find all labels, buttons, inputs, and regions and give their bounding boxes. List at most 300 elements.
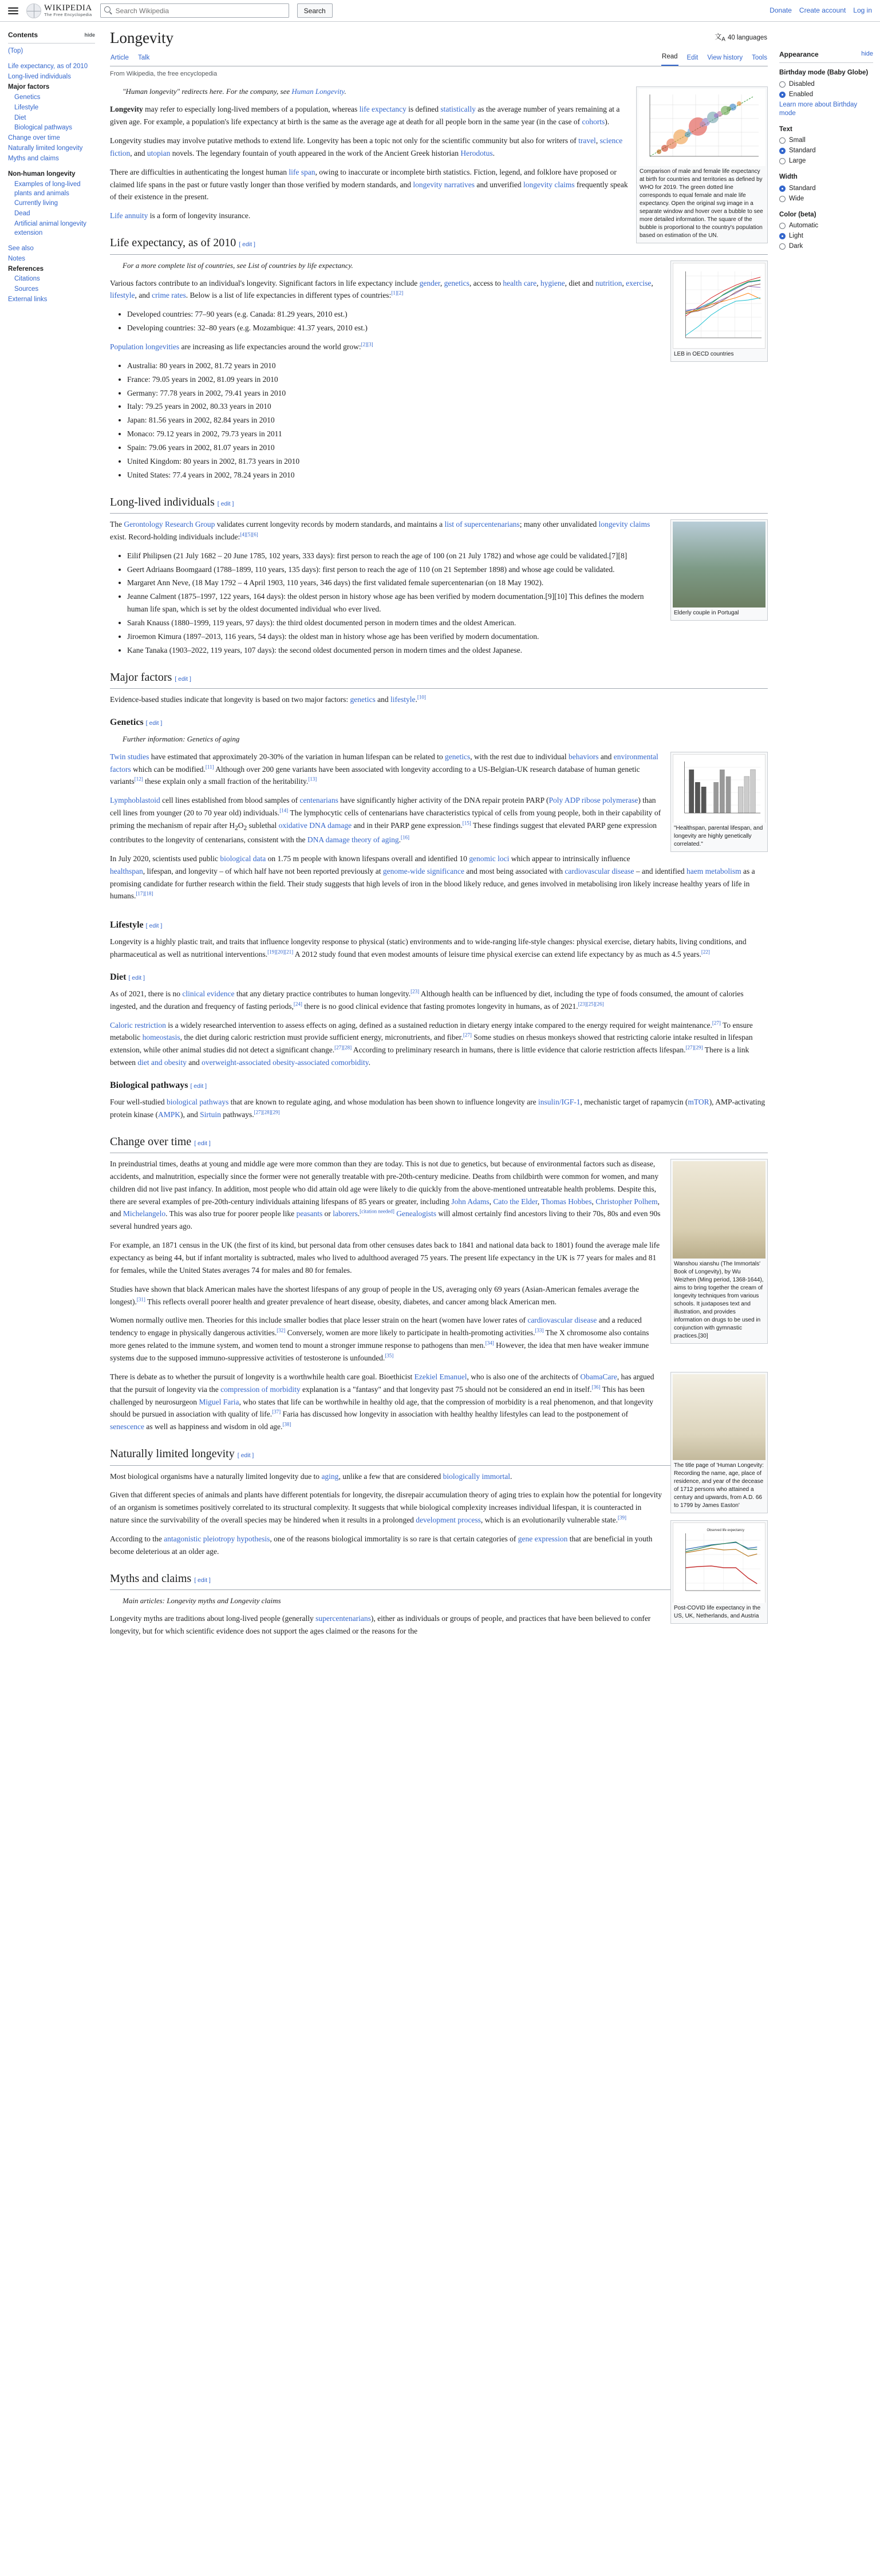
section-heading-change-over-time xyxy=(110,1133,768,1153)
change-over-time-paragraph-4: Women normally outlive men. Theories for this include smaller bodies that place lesser strain on the heart (women have lower rates of cardiovascular disease and a reduced tendency to engage in physically dangerous activities.[32] Conversely, women are more likely to participate in health-promoting activities.[33] The X chromosome also contains more genes related to the immune system, and women tend to mount a stronger immune response to pathogens than men.[34] However, the idea that men have weaker immune systems due to the supposed immuno-suppressive activities of testosterone is unfounded.[35] xyxy=(110,1316,649,1362)
naturally-limited-paragraph-2: Given that different species of animals and plants have different potentials for longevity, the disrepair accumulation theory of aging tries to explain how the potential for longevity of an organism is sometimes positively correlated to its structural complexity. It suggests that while biological complexity increases individual lifespan, it is counteracted in nature since the survivability of the overall species may be hindered when it results in a prolonged development process, which is an evolutionarily vulnerable state.[39] xyxy=(110,1490,662,1525)
wiki-link[interactable]: utopian xyxy=(147,148,171,157)
heading-text: Diet xyxy=(110,972,127,982)
edit-section-link[interactable]: [ edit ] xyxy=(145,719,163,727)
wiki-link[interactable]: cohorts xyxy=(582,117,605,127)
list-item: • Australia: 80 years in 2002, 81.72 years in 2010 xyxy=(127,360,768,372)
wiki-link[interactable]: hygiene xyxy=(540,278,565,287)
change-over-time-paragraph-b-1: There is debate as to whether the pursuit of longevity is a worthwhile health care goal. Bioethicist Ezekiel Emanuel, who is also one of the architects of ObamaCare, has argued that the pursuit of longevity via the compression of morbidity explanation is a "fantasy" and that longevity past 75 should not be considered an end in itself.[36] This has been challenged by neurosurgeon Miguel Faria, who states that life can be worthwhile in healthy old age, that the compression of morbidity is a real phenomenon, and that longevity should be pursued in association with quality of life.[37] Faria has discussed how longevity in association with healthy healthy lifestyles can lead to the postponement of senescence as well as happiness and wisdom in old age.[38] xyxy=(110,1372,654,1431)
reference-marker[interactable]: [15] xyxy=(462,820,471,826)
appearance-learn-more-link[interactable]: Learn more about Birthday mode xyxy=(779,101,858,117)
appearance-option-label: Small xyxy=(789,137,806,144)
section-heading-lifestyle xyxy=(110,918,768,933)
paragraph-grg: The Gerontology Research Group validates current longevity records by modern standards, and maintains a list of supercentenarians; many other unvalidated longevity claims exist. Record-holding individuals include:[4][5][6] xyxy=(110,519,650,541)
section-heading-long-lived xyxy=(110,493,768,514)
view-tabs xyxy=(661,50,768,66)
heading-text: Lifestyle xyxy=(110,920,144,930)
tagline-wordmark: The Free Encyclopedia xyxy=(44,12,92,18)
list-record-holders xyxy=(110,550,768,657)
toc-item-label[interactable]: Examples of long-lived plants and animals xyxy=(14,180,81,197)
section-heading-diet xyxy=(110,970,768,985)
radio-button-icon[interactable] xyxy=(779,137,786,144)
wiki-link[interactable]: lifestyle xyxy=(390,695,416,704)
toc-spacer xyxy=(8,57,95,61)
reference-marker[interactable]: [10] xyxy=(417,694,426,700)
appearance-group-title: Width xyxy=(779,173,798,181)
lead-paragraph-4: Life annuity is a form of longevity insurance. xyxy=(110,211,251,220)
wiki-link[interactable]: Cato the Elder xyxy=(493,1197,538,1206)
edit-section-link[interactable]: [ edit ] xyxy=(145,922,163,930)
wiki-link[interactable]: Population longevities xyxy=(110,342,180,351)
toc-item-label[interactable]: Biological pathways xyxy=(14,124,73,132)
appearance-option[interactable] xyxy=(779,232,873,240)
wiki-link[interactable]: biological pathways xyxy=(167,1097,229,1106)
appearance-option-label: Automatic xyxy=(789,222,819,230)
wanshou-xianshu-image xyxy=(673,1161,765,1259)
radio-button-icon[interactable] xyxy=(779,186,786,192)
wiki-link[interactable]: biologically immortal xyxy=(443,1472,510,1481)
genetics-paragraph-1: Twin studies have estimated that approximately 20-30% of the variation in human lifespan can be related to genetics, with the rest due to individual behaviors and environmental factors which can be modified.[11] Although over 200 gene variants have been associated with longevity according to a US-Belgian-UK research database of human genetic variants[12] these explain only a small fraction of the heritability.[13] xyxy=(110,752,658,786)
reference-marker[interactable]: [23] xyxy=(411,988,420,995)
wiki-link[interactable]: cardiovascular disease xyxy=(565,866,634,875)
elderly-couple-photo xyxy=(673,522,765,607)
wiki-link[interactable]: development process xyxy=(416,1516,481,1525)
wiki-link[interactable]: Lymphoblastoid xyxy=(110,796,160,805)
wiki-link[interactable]: Caloric restriction xyxy=(110,1020,166,1029)
appearance-option[interactable] xyxy=(779,80,873,89)
wiki-link[interactable]: homeostasis xyxy=(142,1033,180,1042)
wiki-link[interactable]: longevity narratives xyxy=(413,180,475,189)
toc-item-label[interactable]: References xyxy=(8,265,44,273)
wiki-link[interactable]: genomic loci xyxy=(469,854,510,863)
wiki-link[interactable]: peasants xyxy=(296,1209,323,1218)
article-tabs xyxy=(110,50,768,67)
toc-item[interactable] xyxy=(8,104,95,113)
wikipedia-logo[interactable] xyxy=(26,3,92,18)
appearance-option-label: Standard xyxy=(789,184,816,192)
wiki-link[interactable]: Ezekiel Emanuel xyxy=(414,1372,467,1381)
toc-item[interactable] xyxy=(8,244,95,254)
hatnote-period: . xyxy=(344,87,346,96)
toc-item-label[interactable]: Artificial animal longevity extension xyxy=(14,220,86,237)
svg-text:Observed life expectancy: Observed life expectancy xyxy=(707,1528,745,1532)
toc-item-label[interactable]: Citations xyxy=(14,275,40,283)
reference-marker[interactable]: [34] xyxy=(485,1340,494,1346)
wiki-link[interactable]: oxidative DNA damage xyxy=(278,821,352,830)
reference-marker[interactable]: [citation needed] xyxy=(360,1208,394,1214)
tab-read[interactable]: Read xyxy=(661,50,678,66)
article-content xyxy=(101,22,777,1667)
figure-elderly-couple xyxy=(670,519,768,621)
edit-section-link[interactable]: [ edit ] xyxy=(217,500,234,507)
toc-item[interactable] xyxy=(8,144,95,153)
wiki-link[interactable]: ObamaCare xyxy=(580,1372,617,1381)
wiki-link[interactable]: travel xyxy=(578,136,596,145)
reference-marker[interactable]: [31] xyxy=(136,1296,145,1303)
reference-marker[interactable]: [27][28][29] xyxy=(254,1109,280,1115)
change-over-time-body xyxy=(110,1158,768,1364)
wiki-link[interactable]: haem metabolism xyxy=(686,866,741,875)
wiki-link[interactable]: lifestyle xyxy=(110,291,135,300)
toc-list xyxy=(8,47,95,305)
figure-human-longevity-titlepage xyxy=(670,1372,768,1513)
wiki-link[interactable]: life expectancy xyxy=(359,105,407,114)
search-input[interactable] xyxy=(100,3,289,18)
donate-link[interactable]: Donate xyxy=(769,6,792,14)
reference-marker[interactable]: [11] xyxy=(205,764,214,770)
language-selector-button[interactable] xyxy=(714,31,768,45)
toc-item[interactable] xyxy=(8,134,95,143)
toc-item[interactable] xyxy=(8,93,95,102)
radio-button-icon[interactable] xyxy=(779,92,786,98)
toc-item-label[interactable]: Non-human longevity xyxy=(8,170,76,177)
appearance-hide-link[interactable]: hide xyxy=(861,50,873,57)
appearance-title: Appearance xyxy=(779,50,819,58)
reference-marker[interactable]: [22] xyxy=(701,949,710,955)
toc-item[interactable] xyxy=(8,73,95,82)
wiki-link[interactable]: cardiovascular disease xyxy=(527,1316,597,1325)
search-container[interactable] xyxy=(100,3,289,18)
wiki-link[interactable]: senescence xyxy=(110,1422,144,1431)
search-button[interactable]: Search xyxy=(297,3,333,18)
chevron-down-icon[interactable]: hide xyxy=(84,32,95,38)
figure-caption: Wanshou xianshu (The Immortals' Book of Longevity), by Wu Weizhen (Ming period, 1368-1644), aims to bring together the cream of longevity techniques from various schools. It juxtaposes text and illustration, and provides information on drugs to be used in conjunction with gymnastic practices.[30] xyxy=(674,1260,764,1339)
reference-marker[interactable]: [13] xyxy=(308,776,317,782)
paragraph-major-factors: Evidence-based studies indicate that longevity is based on two major factors: genetics and lifestyle.[10] xyxy=(110,694,426,704)
lifestyle-body xyxy=(110,936,768,961)
wiki-link[interactable]: health care xyxy=(503,278,537,287)
hatnote-see-also-countries: For a more complete list of countries, see List of countries by life expectancy. xyxy=(123,261,353,270)
radio-button-icon[interactable] xyxy=(779,148,786,154)
reference-marker[interactable]: [2][3] xyxy=(361,341,373,348)
wiki-link[interactable]: insulin/IGF-1 xyxy=(538,1097,581,1106)
naturally-limited-paragraph-1: Most biological organisms have a naturally limited longevity due to aging, unlike a few that are considered biologically immortal. xyxy=(110,1472,512,1481)
heading-text: Genetics xyxy=(110,717,144,727)
appearance-group-title: Birthday mode (Baby Globe) xyxy=(779,69,869,77)
toc-item-label[interactable]: Notes xyxy=(8,255,26,262)
radio-button-icon[interactable] xyxy=(779,196,786,202)
list-item: • Monaco: 79.12 years in 2002, 79.73 years in 2011 xyxy=(127,428,768,440)
edit-section-link[interactable]: [ edit ] xyxy=(190,1082,207,1090)
toc-item[interactable] xyxy=(8,62,95,72)
wiki-link[interactable]: Gerontology Research Group xyxy=(124,519,215,528)
covid-chart-svg xyxy=(673,1523,765,1603)
reference-marker[interactable]: [36] xyxy=(591,1384,601,1390)
reference-marker[interactable]: [4][5][6] xyxy=(240,531,258,538)
reference-marker[interactable]: [37] xyxy=(272,1409,281,1415)
wiki-link[interactable]: healthspan xyxy=(110,866,143,875)
genetics-paragraph-2: Lymphoblastoid cell lines established from blood samples of centenarians have significantly higher activity of the DNA repair protein PARP (Poly ADP ribose polymerase) than cell lines from younger (20 to 70 year old) individuals.[14] The lymphocytic cells of centenarians have characteristics typical of cells from young people, both in their capability of priming the mechanism of repair after $H_2O_2$ sublethal oxidative DNA damage and in their PARP gene expression.[15] These findings suggest that elevated PARP gene expression contributes to the longevity of centenarians, consistent with the DNA damage theory of aging.[16] xyxy=(110,796,661,844)
figure-caption: LEB in OECD countries xyxy=(674,350,734,357)
tab-edit[interactable]: Edit xyxy=(686,54,699,61)
heading-text: Biological pathways xyxy=(110,1080,188,1090)
biological-pathways-paragraph-1: Four well-studied biological pathways that are known to regulate aging, and whose modulation has been shown to influence longevity are insulin/IGF-1, mechanistic target of rapamycin (mTOR), AMP-activating protein kinase (AMPK), and Sirtuin pathways.[27][28][29] xyxy=(110,1097,765,1119)
bar-chart-svg xyxy=(673,755,765,823)
reference-marker[interactable]: [17][18] xyxy=(136,890,153,897)
wiki-link[interactable]: Genealogists xyxy=(396,1209,437,1218)
toc-item[interactable] xyxy=(8,124,95,133)
toc-item-label[interactable]: (Top) xyxy=(8,48,23,55)
toc-item-label[interactable]: Dead xyxy=(14,210,30,218)
radio-button-icon[interactable] xyxy=(779,233,786,239)
wiki-link[interactable]: Miguel Faria xyxy=(199,1397,239,1406)
appearance-option[interactable] xyxy=(779,242,873,251)
wiki-link[interactable]: Sirtuin xyxy=(200,1110,221,1119)
appearance-option[interactable] xyxy=(779,222,873,230)
section-heading-major-factors xyxy=(110,668,768,689)
wiki-link[interactable]: gene expression xyxy=(518,1534,568,1543)
genetic-correlation-bar-chart xyxy=(673,754,765,823)
list-item: • United Kingdom: 80 years in 2002, 81.73 years in 2010 xyxy=(127,455,768,468)
edit-section-link[interactable]: [ edit ] xyxy=(239,241,255,248)
page-title: Longevity xyxy=(110,29,173,46)
user-links xyxy=(769,5,872,16)
hatnote-myths: Main articles: Longevity myths and Longevity claims xyxy=(123,1596,281,1605)
appearance-option-label: Light xyxy=(789,232,803,240)
reference-marker[interactable]: [23][25][26] xyxy=(578,1001,604,1007)
scatter-svg xyxy=(638,89,765,166)
toc-header xyxy=(8,30,95,44)
appearance-option[interactable] xyxy=(779,136,873,145)
change-over-time-paragraph-1: In preindustrial times, deaths at young and middle age were more common than they are today. This is not due to genetics, but because of environmental factors such as disease, accidents, and malnutrition, especially since the former were not generally treatable with pre-20th-century medicine. Deaths from childbirth were common for women, and many children did not live past infancy. In addition, most people who did attain old age were likely to die quickly from the above-mentioned untreatable health problems. Despite this, there are several examples of pre-20th-century individuals attaining lifespans of 85 years or greater, including John Adams, Cato the Elder, Thomas Hobbes, Christopher Polhem, and Michelangelo. This was also true for poorer people like peasants or laborers.[citation needed] Genealogists will almost certainly find ancestors living to their 70s, 80s and even 90s several hundred years ago. xyxy=(110,1159,661,1231)
edit-section-link[interactable]: [ edit ] xyxy=(194,1139,211,1147)
list-item: • Developing countries: 32–80 years (e.g. Mozambique: 41.37 years, 2010 est.) xyxy=(127,322,768,334)
appearance-panel xyxy=(777,22,880,257)
lead-paragraph-3: There are difficulties in authenticating the longest human life span, owing to inaccurate or incomplete birth statistics. Fiction, legend, and folklore have proposed or claimed life spans in the past or future vastly longer than those verified by modern standards, and longevity narratives and unverified longevity claims frequently speak of their existence in the present. xyxy=(110,167,628,202)
edit-section-link[interactable]: [ edit ] xyxy=(237,1452,254,1459)
paragraph-le-factors: Various factors contribute to an individual's longevity. Significant factors in life expectancy include gender, genetics, access to health care, hygiene, diet and nutrition, exercise, lifestyle, and crime rates. Below is a list of life expectancies in different types of countries:[1][2] xyxy=(110,278,653,300)
subscript: 2 xyxy=(235,825,238,832)
figure-life-expectancy-map xyxy=(636,86,768,243)
tab-view-history[interactable]: View history xyxy=(707,54,743,61)
figure-post-covid-life-expectancy xyxy=(670,1520,768,1624)
wiki-link[interactable]: Christopher Polhem xyxy=(595,1197,658,1206)
main-menu-icon[interactable] xyxy=(8,7,18,14)
global-header xyxy=(0,0,880,22)
tab-article[interactable]: Article xyxy=(111,54,129,61)
wiki-link[interactable]: genome-wide significance xyxy=(382,866,464,875)
reference-marker[interactable]: [27][29] xyxy=(685,1044,703,1051)
wiki-link[interactable]: Thomas Hobbes xyxy=(541,1197,592,1206)
appearance-group-title: Text xyxy=(779,125,792,133)
wiki-link[interactable]: diet and obesity xyxy=(137,1058,187,1067)
wiki-link[interactable]: crime rates xyxy=(152,291,186,300)
figure-wanshou-xianshu xyxy=(670,1159,768,1344)
namespace-tabs xyxy=(110,51,150,66)
lead-paragraph-2: Longevity studies may involve putative methods to extend life. Longevity has been a topic not only for the scientific community but also for writers of travel, science fiction, and utopian novels. The legendary fountain of youth appeared in the work of the Ancient Greek historian Herodotus. xyxy=(110,136,623,157)
edit-section-link[interactable]: [ edit ] xyxy=(128,974,145,981)
toc-item-label[interactable]: Major factors xyxy=(8,84,50,91)
wiki-link[interactable]: AMPK xyxy=(157,1110,180,1119)
wiki-link[interactable]: Poly ADP ribose polymerase xyxy=(548,796,638,805)
login-link[interactable]: Log in xyxy=(853,6,872,14)
toc-item[interactable] xyxy=(8,180,95,199)
appearance-option-label: Disabled xyxy=(789,81,815,88)
myths-paragraph-1: Longevity myths are traditions about long-lived people (generally supercentenarians), either as individuals or groups of people, and practices that have been believed to confer longevity, but for which scientific evidence does not support the ages claimed or the reasons for the xyxy=(110,1614,651,1635)
wiki-link[interactable]: nutrition xyxy=(595,278,622,287)
wiki-link[interactable]: mTOR xyxy=(688,1097,709,1106)
wiki-link[interactable]: environmental factors xyxy=(110,752,658,774)
change-over-time-paragraph-3: Studies have shown that black American males have the shortest lifespans of any group of people in the US, averaging only 69 years (Asian-American females average the longest).[31] This reflects overall poorer health and greater prevalence of heart disease, obesity, diabetes, and cancer among black American men. xyxy=(110,1284,640,1306)
heading-text: Naturally limited longevity xyxy=(110,1447,235,1461)
reference-marker[interactable]: [32] xyxy=(277,1327,286,1334)
appearance-option[interactable] xyxy=(779,195,873,203)
toc-item-label[interactable]: See also xyxy=(8,244,34,252)
appearance-option[interactable] xyxy=(779,147,873,155)
wiki-link[interactable]: antagonistic pleiotropy hypothesis xyxy=(164,1534,270,1543)
wiki-link[interactable]: statistically xyxy=(440,105,476,114)
wiki-link[interactable]: compression of morbidity xyxy=(220,1384,301,1394)
appearance-option[interactable] xyxy=(779,157,873,165)
radio-button-icon[interactable] xyxy=(779,243,786,250)
toc-item-label[interactable]: Genetics xyxy=(14,93,41,101)
toc-item[interactable] xyxy=(8,285,95,294)
figure-caption: Post-COVID life expectancy in the US, UK, Netherlands, and Austria xyxy=(674,1604,761,1619)
reference-marker[interactable]: [33] xyxy=(535,1327,544,1334)
edit-section-link[interactable]: [ edit ] xyxy=(194,1576,211,1584)
reference-marker[interactable]: [24] xyxy=(293,1001,302,1007)
reference-marker[interactable]: [16] xyxy=(401,834,410,841)
tab-talk[interactable]: Talk xyxy=(137,54,150,61)
wiki-link[interactable]: supercentenarians xyxy=(315,1614,371,1623)
hatnote-link[interactable]: Human Longevity xyxy=(291,87,345,96)
tab-tools[interactable]: Tools xyxy=(752,54,767,61)
wordmark: WIKIPEDIA xyxy=(44,3,92,13)
appearance-option[interactable] xyxy=(779,184,873,193)
wiki-link[interactable]: Life annuity xyxy=(110,211,148,220)
language-icon: 文$_A$ xyxy=(715,33,725,43)
wiki-link[interactable]: genetics xyxy=(445,752,471,761)
toc-item[interactable] xyxy=(8,220,95,238)
appearance-group-title: Color (beta) xyxy=(779,211,816,218)
reference-marker[interactable]: [35] xyxy=(385,1352,394,1359)
section-heading-myths xyxy=(110,1569,768,1590)
toc-item[interactable] xyxy=(8,295,95,305)
toc-item-label[interactable]: Naturally limited longevity xyxy=(8,145,83,152)
wiki-link[interactable]: aging xyxy=(321,1472,339,1481)
heading-text: Myths and claims xyxy=(110,1572,192,1585)
biological-pathways-body xyxy=(110,1096,768,1121)
subscript: 2 xyxy=(243,825,247,832)
reference-marker[interactable]: [27][28] xyxy=(334,1044,352,1051)
list-item: • United States: 77.4 years in 2002, 78.24 years in 2010 xyxy=(127,469,768,482)
reference-marker[interactable]: [38] xyxy=(282,1421,291,1427)
appearance-group xyxy=(779,68,873,117)
myths-body xyxy=(110,1612,768,1638)
toc-spacer xyxy=(8,165,95,169)
wiki-link[interactable]: science fiction xyxy=(110,136,623,157)
list-item: • Jeanne Calment (1875–1997, 122 years, 164 days): the oldest person in history whose age has been verified by modern documentation.[9][10] This defines the modern human life span, which is set by the oldest documented individual who ever lived. xyxy=(127,590,768,616)
toc-item[interactable] xyxy=(8,199,95,208)
toc-item-label[interactable]: External links xyxy=(8,296,48,303)
toc-item[interactable] xyxy=(8,210,95,219)
wiki-link[interactable]: overweight-associated obesity-associated comorbidity xyxy=(202,1058,369,1067)
toc-item[interactable] xyxy=(8,265,95,274)
reference-marker[interactable]: [27] xyxy=(712,1020,721,1026)
wiki-link[interactable]: behaviors xyxy=(568,752,599,761)
toc-item[interactable] xyxy=(8,170,95,179)
wiki-link[interactable]: Herodotus xyxy=(460,148,493,157)
figure-caption: The title page of 'Human Longevity: Recording the name, age, place of residence, and year of the decease of 1712 persons who attained a century and upwards, from A.D. 66 to 1799 by James Easton' xyxy=(674,1462,764,1509)
reference-marker[interactable]: [14] xyxy=(279,807,289,814)
create-account-link[interactable]: Create account xyxy=(799,6,846,14)
toc-item-label[interactable]: Sources xyxy=(14,286,39,293)
wikipedia-globe-icon xyxy=(26,3,41,18)
reference-marker[interactable]: [27] xyxy=(463,1032,472,1038)
toc-item-label[interactable]: Currently living xyxy=(14,200,58,207)
list-item: • France: 79.05 years in 2002, 81.09 years in 2010 xyxy=(127,373,768,386)
toc-item-label[interactable]: Long-lived individuals xyxy=(8,73,71,81)
change-over-time-paragraph-2: For example, an 1871 census in the UK (the first of its kind, but personal data from other censuses dates back to 1841 and national data back to 1801) found the average male life expectancy as being 44, but if infant mortality is subtracted, males who lived to adulthood averaged 75 years. The present life expectancy in the UK is 77 years for males and 81 for females, while the United States averages 74 for males and 80 for females. xyxy=(110,1241,660,1275)
diet-paragraph-2: Caloric restriction is a widely researched intervention to assess effects on aging, defined as a sustained reduction in dietary energy intake compared to the energy required for weight maintenance.[27] To ensure metabolic homeostasis, the diet during caloric restriction must provide sufficient energy, micronutrients, and fiber.[27] Some studies on rhesus monkeys showed that restricting calorie intake resulted in lifespan extension, while other animal studies did not detect a significant change.[27][28] According to preliminary research in humans, there is little evidence that calorie restriction affects lifespan.[27][29] There is a link between diet and obesity and overweight-associated obesity-associated comorbidity. xyxy=(110,1020,753,1067)
bold-term: Longevity xyxy=(110,105,143,114)
wiki-link[interactable]: gender xyxy=(419,278,440,287)
wiki-link[interactable]: Michelangelo xyxy=(123,1209,166,1218)
list-item: • Japan: 81.56 years in 2002, 82.84 years in 2010 xyxy=(127,414,768,427)
heading-text: Long-lived individuals xyxy=(110,495,215,508)
toc-item[interactable] xyxy=(8,114,95,123)
genetics-body xyxy=(110,751,768,903)
toc-item-label[interactable]: Diet xyxy=(14,114,26,121)
list-item: • Kane Tanaka (1903–2022, 119 years, 107 days): the second oldest documented person in modern times and the oldest Japanese. xyxy=(127,644,768,657)
reference-marker[interactable]: [39] xyxy=(618,1514,627,1521)
toc-item-label[interactable]: Change over time xyxy=(8,135,60,142)
wiki-link[interactable]: centenarians xyxy=(299,796,338,805)
reference-marker[interactable]: [12] xyxy=(134,776,143,782)
appearance-option-label: Enabled xyxy=(789,91,814,98)
wiki-link[interactable]: life span xyxy=(289,167,315,176)
appearance-header xyxy=(779,49,873,63)
wiki-link[interactable]: genetics xyxy=(350,695,376,704)
reference-marker[interactable]: [1][2] xyxy=(391,290,404,296)
radio-button-icon[interactable] xyxy=(779,223,786,229)
life-expectancy-scatter-image xyxy=(638,89,765,166)
toc-item[interactable] xyxy=(8,47,95,56)
toc-item-label[interactable]: Life expectancy, as of 2010 xyxy=(8,63,88,70)
radio-button-icon[interactable] xyxy=(779,81,786,88)
wiki-link[interactable]: longevity claims xyxy=(523,180,575,189)
appearance-option-label: Dark xyxy=(789,243,803,250)
heading-text: Change over time xyxy=(110,1135,192,1148)
reference-marker[interactable]: [19][20][21] xyxy=(267,949,294,955)
wiki-link[interactable]: list of supercentenarians xyxy=(444,519,520,528)
wiki-link[interactable]: genetics xyxy=(444,278,469,287)
edit-section-link[interactable]: [ edit ] xyxy=(175,675,191,683)
paragraph-le-growth: Population longevities are increasing as life expectancies around the world grow:[2][3] xyxy=(110,341,373,351)
appearance-option[interactable] xyxy=(779,90,873,99)
toc-item-label[interactable]: Myths and claims xyxy=(8,155,59,163)
list-item: • Italy: 79.25 years in 2002, 80.33 years in 2010 xyxy=(127,400,768,413)
wiki-link[interactable]: longevity claims xyxy=(598,519,650,528)
toc-item[interactable] xyxy=(8,275,95,284)
toc-item[interactable] xyxy=(8,155,95,164)
wiki-link[interactable]: laborers xyxy=(333,1209,358,1218)
wiki-link[interactable]: DNA damage theory of aging xyxy=(307,835,399,844)
toc-item[interactable] xyxy=(8,83,95,92)
appearance-option-label: Large xyxy=(789,157,806,165)
heading-text: Major factors xyxy=(110,670,172,684)
toc-item-label[interactable]: Lifestyle xyxy=(14,104,39,111)
wiki-link[interactable]: biological data xyxy=(220,854,266,863)
radio-button-icon[interactable] xyxy=(779,158,786,164)
wiki-link[interactable]: exercise xyxy=(626,278,652,287)
wiki-link[interactable]: John Adams xyxy=(451,1197,490,1206)
figure-genetic-correlation xyxy=(670,752,768,852)
toc-item[interactable] xyxy=(8,255,95,264)
wiki-link[interactable]: clinical evidence xyxy=(182,989,235,998)
wiki-link[interactable]: Twin studies xyxy=(110,752,149,761)
figure-caption: Comparison of male and female life expectancy at birth for countries and territories as defined by WHO for 2019. The green dotted line corresponds to equal female and male life expectancy. Open the original svg image in a separate window and hover over a bubble to see more detailed information. The square of the bubble is proportional to the country's population based on estimation of the UN. xyxy=(640,168,763,239)
